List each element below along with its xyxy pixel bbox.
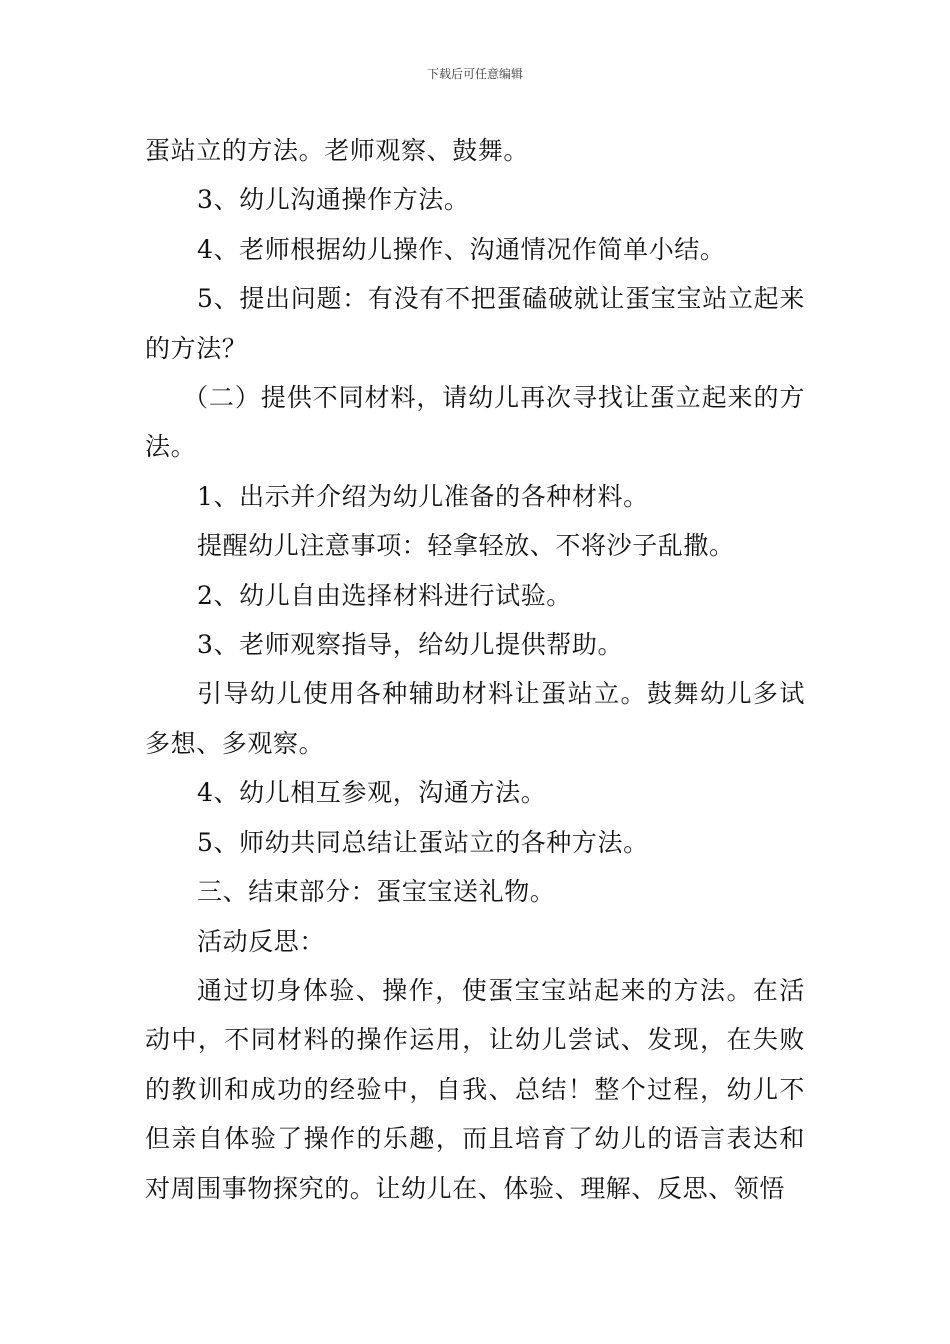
section-heading: 活动反思： <box>197 926 326 956</box>
document-body <box>145 126 805 1213</box>
paragraph: 3、幼儿沟通操作方法。 <box>197 185 470 215</box>
paragraph: 通过切身体验、操作，使蛋宝宝站起来的方法。在活动中，不同材料的操作运用，让幼儿尝试、发现，在失败的教训和成功的经验中，自我、总结！整个过程，幼儿不但亲自体验了操作的乐趣，而且培育了幼儿的语言表达和对周围事物探究的。让幼儿在、体验、理解、反思、领悟 <box>145 975 805 1203</box>
paragraph: 提醒幼儿注意事项：轻拿轻放、不将沙子乱撒。 <box>197 531 735 561</box>
section-heading: 三、结束部分：蛋宝宝送礼物。 <box>197 877 556 907</box>
paragraph: 4、老师根据幼儿操作、沟通情况作简单小结。 <box>197 234 726 264</box>
section-heading: （二）提供不同材料，请幼儿再次寻找让蛋立起来的方法。 <box>145 383 805 462</box>
paragraph: 2、幼儿自由选择材料进行试验。 <box>197 580 572 610</box>
paragraph: 蛋站立的方法。老师观察、鼓舞。 <box>145 136 530 165</box>
paragraph: 5、师幼共同总结让蛋站立的各种方法。 <box>197 827 649 857</box>
paragraph: 引导幼儿使用各种辅助材料让蛋站立。鼓舞幼儿多试多想、多观察。 <box>145 679 805 758</box>
page-header: 下载后可任意编辑 <box>426 67 523 81</box>
paragraph: 3、老师观察指导，给幼儿提供帮助。 <box>197 630 624 660</box>
paragraph: 4、幼儿相互参观，沟通方法。 <box>197 778 547 808</box>
paragraph: 1、出示并介绍为幼儿准备的各种材料。 <box>197 481 649 511</box>
paragraph: 5、提出问题：有没有不把蛋磕破就让蛋宝宝站立起来的方法？ <box>145 284 805 363</box>
